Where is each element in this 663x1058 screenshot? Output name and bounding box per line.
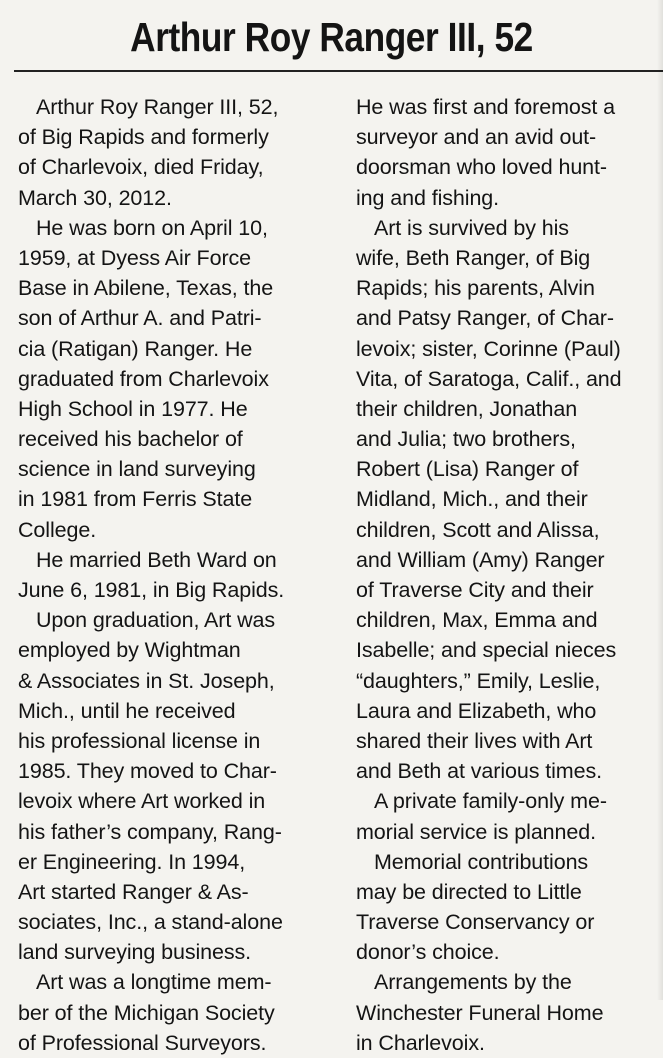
text-line: He was first and foremost a bbox=[356, 95, 615, 119]
text-line: of Traverse City and their bbox=[356, 578, 594, 602]
text-line: Arrangements by the bbox=[374, 970, 572, 995]
text-line: Base in Abilene, Texas, the bbox=[18, 276, 274, 301]
text-line: June 6, 1981, in Big Rapids. bbox=[18, 578, 285, 602]
text-line: Memorial contributions bbox=[374, 849, 589, 874]
text-line: children, Scott and Alissa, bbox=[356, 517, 600, 542]
text-line: his professional license in bbox=[18, 728, 261, 753]
text-line: son of Arthur A. and Patri- bbox=[18, 306, 262, 331]
text-line: levoix; sister, Corinne (Paul) bbox=[356, 336, 621, 361]
text-line: Mich., until he received bbox=[18, 698, 236, 723]
text-line: science in land surveying bbox=[18, 457, 256, 482]
text-line: land surveying business. bbox=[18, 940, 252, 965]
text-line: children, Max, Emma and bbox=[356, 608, 598, 633]
text-line: of Big Rapids and formerly bbox=[18, 125, 269, 150]
text-line: Traverse Conservancy or bbox=[356, 910, 595, 935]
text-line: Rapids; his parents, Alvin bbox=[356, 276, 595, 301]
text-line: employed by Wightman bbox=[18, 638, 241, 663]
text-line: received his bachelor of bbox=[18, 427, 243, 452]
text-line: and Beth at various times. bbox=[356, 759, 602, 784]
right-column bbox=[356, 92, 661, 1058]
text-line: his father’s company, Rang- bbox=[18, 819, 282, 844]
text-line: their children, Jonathan bbox=[356, 396, 578, 421]
text-line: He married Beth Ward on bbox=[36, 547, 277, 572]
text-line: and Patsy Ranger, of Char- bbox=[356, 306, 614, 331]
left-column bbox=[18, 92, 338, 1058]
text-line: cia (Ratigan) Ranger. He bbox=[18, 336, 253, 361]
text-line: ber of the Michigan Society bbox=[18, 1000, 275, 1025]
page-edge-shadow bbox=[657, 0, 663, 1000]
text-line: 1959, at Dyess Air Force bbox=[18, 245, 252, 270]
text-line: levoix where Art worked in bbox=[18, 789, 266, 814]
text-line: & Associates in St. Joseph, bbox=[18, 668, 275, 693]
text-line: may be directed to Little bbox=[356, 879, 582, 904]
text-line: graduated from Charlevoix bbox=[18, 366, 269, 391]
text-line: Art is survived by his bbox=[374, 215, 569, 240]
text-line: surveyor and an avid out- bbox=[356, 125, 597, 150]
text-line: Robert (Lisa) Ranger of bbox=[356, 457, 579, 482]
text-line: shared their lives with Art bbox=[356, 728, 593, 753]
text-line: sociates, Inc., a stand-alone bbox=[18, 910, 283, 935]
text-line: and Julia; two brothers, bbox=[356, 427, 576, 452]
text-line: of Charlevoix, died Friday, bbox=[18, 155, 264, 180]
text-line: er Engineering. In 1994, bbox=[18, 849, 246, 874]
text-line: Winchester Funeral Home bbox=[356, 1000, 604, 1025]
text-line: Isabelle; and special nieces bbox=[356, 638, 617, 663]
text-line: March 30, 2012. bbox=[18, 185, 172, 210]
text-line: ing and fishing. bbox=[356, 185, 500, 210]
text-line: A private family-only me- bbox=[374, 789, 607, 814]
text-line: and William (Amy) Ranger bbox=[356, 547, 605, 572]
text-line: He was born on April 10, bbox=[36, 215, 268, 240]
text-line: Arthur Roy Ranger III, 52, bbox=[36, 95, 279, 119]
text-line: doorsman who loved hunt- bbox=[356, 155, 607, 180]
text-line: of Professional Surveyors. bbox=[18, 1030, 267, 1055]
text-line: donor’s choice. bbox=[356, 940, 500, 965]
text-line: in 1981 from Ferris State bbox=[18, 487, 253, 512]
title-rule bbox=[14, 70, 663, 72]
obituary-title: Arthur Roy Ranger III, 52 bbox=[130, 14, 533, 60]
text-line: College. bbox=[18, 517, 97, 542]
text-line: Art was a longtime mem- bbox=[36, 970, 272, 995]
text-line: Vita, of Saratoga, Calif., and bbox=[356, 366, 622, 391]
text-line: Laura and Elizabeth, who bbox=[356, 698, 597, 723]
text-line: in Charlevoix. bbox=[356, 1030, 485, 1055]
text-line: “daughters,” Emily, Leslie, bbox=[356, 668, 601, 693]
text-line: Art started Ranger & As- bbox=[18, 879, 249, 904]
text-line: wife, Beth Ranger, of Big bbox=[356, 245, 591, 270]
text-line: Upon graduation, Art was bbox=[36, 608, 276, 633]
text-line: morial service is planned. bbox=[356, 819, 596, 844]
text-line: High School in 1977. He bbox=[18, 396, 248, 421]
text-line: 1985. They moved to Char- bbox=[18, 759, 277, 784]
text-line: Midland, Mich., and their bbox=[356, 487, 588, 512]
